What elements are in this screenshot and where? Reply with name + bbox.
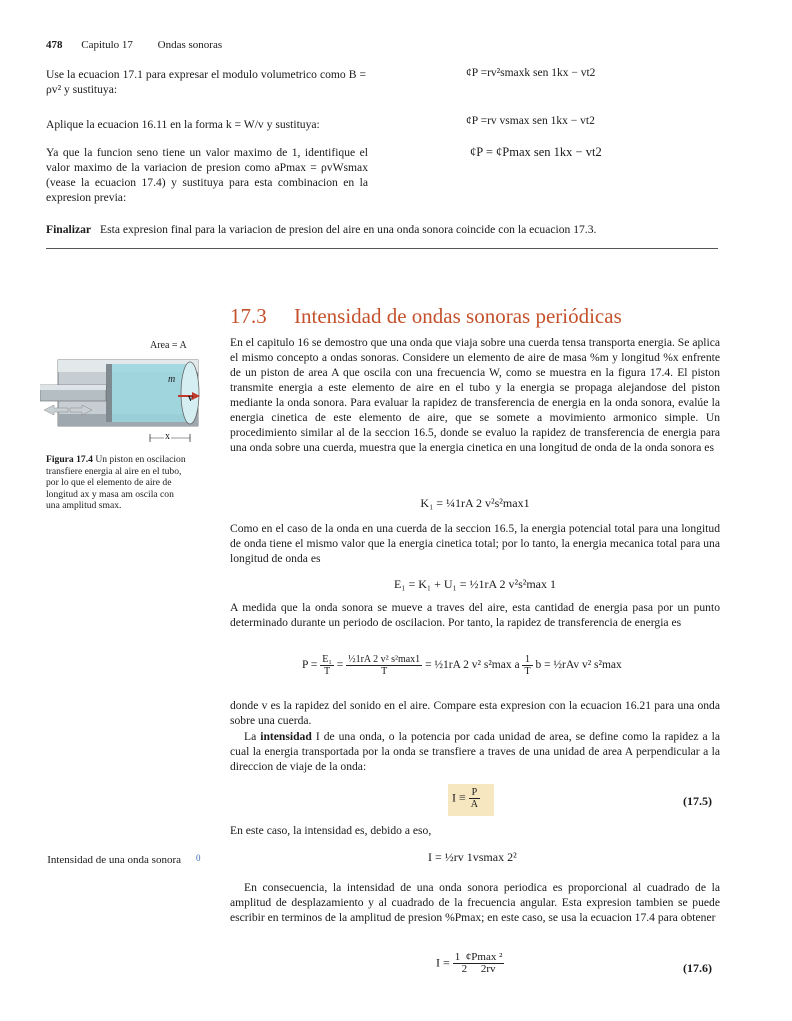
power-f2-den: T bbox=[381, 666, 388, 677]
paragraph-6: En este caso, la intensidad es, debido a eso, bbox=[230, 824, 432, 837]
chapter-title: Ondas sonoras bbox=[157, 39, 223, 51]
margin-note: Intensidad de una onda sonora bbox=[47, 854, 181, 866]
margin-marker: 0 bbox=[196, 853, 201, 863]
intensity-term: intensidad bbox=[260, 730, 312, 743]
paragraph-1: En el capitulo 16 se demostro que una onda que viaja sobre una cuerda tensa transporta energia. Se aplica el mismo concepto a ondas sonoras. Considere un elemento de aire de masa %m y longitud %x enfrente de un piston de area A que oscila con una frecuencia W, como se muestra en la figura 17.4. El piston transmite energia a este elemento de aire en el tubo y la energia se propaga alejandose del piston mediante la onda sonora. Para evaluar la rapidez de transferencia de energia en la onda sonora, evalúe la energia cinetica de este elemento de aire, que se somete a movimiento armonico simple. Un procedimiento similar al de la seccion 16.5, donde se evaluo la rapidez de transferencia de energia para una onda sobre una cuerda, muestra que la energia cinetica en una longitud de onda de la onda sonora es bbox=[230, 336, 720, 454]
paragraph-3: A medida que la onda sonora se mueve a traves del aire, esta cantidad de energia pasa por un punto determinado durante un periodo de oscilacion. Por tanto, la rapidez de transferencia de energia es bbox=[230, 601, 720, 629]
power-f1-den: T bbox=[323, 666, 331, 677]
intensity3-num: 1 ¢Pmax ² bbox=[454, 951, 503, 963]
intensity3-lhs: I = bbox=[436, 955, 450, 970]
step-1-text: Use la ecuacion 17.1 para expresar el modulo volumetrico como B = ρv² y sustituya: bbox=[46, 68, 366, 96]
paragraph-4: donde v es la rapidez del sonido en el aire. Compare esta expresion con la ecuacion 16.21 para una onda sobre una cuerda. bbox=[230, 699, 720, 727]
equation-intensity-def bbox=[452, 787, 480, 810]
step-2-equation: ¢P =rv vsmax sen 1kx − vt2 bbox=[466, 115, 595, 127]
section-number: 17.3 bbox=[230, 304, 267, 328]
running-header bbox=[46, 39, 222, 51]
equation-kinetic: K₁ = ¼1rA 2 v²s²max1 bbox=[420, 496, 530, 510]
power-middle: = ½1rA 2 v² s²max a bbox=[425, 659, 520, 672]
p5-rest: I de una onda, o la potencia por cada unidad de area, se define como la rapidez a la cual la energia transportada por la onda se transfiere a traves de una unidad de area A perpendicular a la direccion de viaje de la onda: bbox=[230, 730, 721, 773]
power-fraction-2 bbox=[346, 654, 422, 677]
finalizar-text: Esta expresion final para la variacion de presion del aire en una onda sonora coincide con la ecuacion 17.3. bbox=[100, 223, 597, 236]
equation-energy: E₁ = K₁ + U₁ = ½1rA 2 v²s²max 1 bbox=[393, 577, 557, 591]
velocity-label: v bbox=[188, 393, 193, 404]
power-f1-num: E₁ bbox=[322, 654, 332, 665]
section-title: Intensidad de ondas sonoras periódicas bbox=[294, 304, 622, 328]
intensity-num: P bbox=[469, 787, 480, 799]
piston-diagram bbox=[40, 338, 200, 453]
area-label: Area = A bbox=[150, 340, 187, 351]
p5-lead: La bbox=[244, 730, 257, 743]
chapter-label: Capitulo 17 bbox=[81, 39, 133, 51]
step-2-text: Aplique la ecuacion 16.11 en la forma k = W/v y sustituya: bbox=[46, 118, 320, 131]
power-fraction-3 bbox=[522, 654, 532, 677]
power-fraction-1 bbox=[320, 654, 334, 677]
equation-power bbox=[302, 654, 682, 677]
power-f3-num: 1 bbox=[522, 654, 532, 666]
step-3-text: Ya que la funcion seno tiene un valor maximo de 1, identifique el valor maximo de la variacion de presion como aPmax = ρvWsmax (vease la ecuacion 17.4) y sustituya para esta combinacion en la expresion previa: bbox=[46, 146, 368, 204]
paragraph-5 bbox=[230, 729, 720, 774]
equation-intensity-pressure bbox=[436, 952, 504, 975]
figure-caption-text: Un piston en oscilacion transfiere energia al aire en el tubo, por lo que el elemento de aire de longitud ax y masa am oscila con una amplitud smax. bbox=[46, 454, 186, 511]
paragraph-7: En consecuencia, la intensidad de una onda sonora periodica es proporcional al cuadrado de la amplitud de desplazamiento y al cuadrado de la frecuencia angular. Esta expresion tambien se puede escribir en terminos de la amplitud de presion %Pmax; en este caso, se usa la ecuacion 17.4 para obtener bbox=[230, 881, 720, 924]
intensity-fraction bbox=[469, 787, 480, 810]
mass-label: m bbox=[168, 374, 176, 385]
equation-number-17-5: (17.5) bbox=[683, 794, 712, 808]
step-1-equation: ¢P =rv²smaxk sen 1kx − vt2 bbox=[466, 67, 596, 79]
step-3-equation: ¢P = ¢Pmax sen 1kx − vt2 bbox=[470, 145, 602, 159]
page-number: 478 bbox=[46, 39, 63, 51]
finalizar-line bbox=[46, 222, 718, 237]
figure-17-4 bbox=[40, 338, 200, 453]
intensity-den: A bbox=[470, 799, 478, 810]
power-f3-den: T bbox=[524, 666, 531, 677]
figure-caption bbox=[46, 454, 188, 512]
power-equals: = bbox=[336, 659, 344, 672]
section-heading bbox=[230, 304, 622, 329]
divider bbox=[46, 248, 718, 249]
power-end: b = ½rAv v² s²max bbox=[535, 659, 622, 672]
intensity3-fraction bbox=[453, 952, 505, 975]
paragraph-2: Como en el caso de la onda en una cuerda de la seccion 16.5, la energia potencial total para una longitud de onda tiene el mismo valor que la energia cinetica total; por lo tanto, la energia mecanica total para una longitud de onda es bbox=[230, 522, 720, 565]
equation-intensity-2: I = ½rv 1vsmax 2² bbox=[428, 850, 517, 864]
dx-label: x bbox=[165, 431, 170, 442]
power-f2-num: ½1rA 2 v² s²max1 bbox=[348, 654, 421, 665]
power-lhs: P = bbox=[302, 659, 318, 672]
finalizar-label: Finalizar bbox=[46, 223, 92, 236]
equation-number-17-6: (17.6) bbox=[683, 961, 712, 975]
intensity-lhs: I ≡ bbox=[452, 790, 466, 805]
figure-caption-label: Figura 17.4 bbox=[46, 454, 93, 465]
intensity3-den: 2 2rv bbox=[461, 963, 496, 975]
